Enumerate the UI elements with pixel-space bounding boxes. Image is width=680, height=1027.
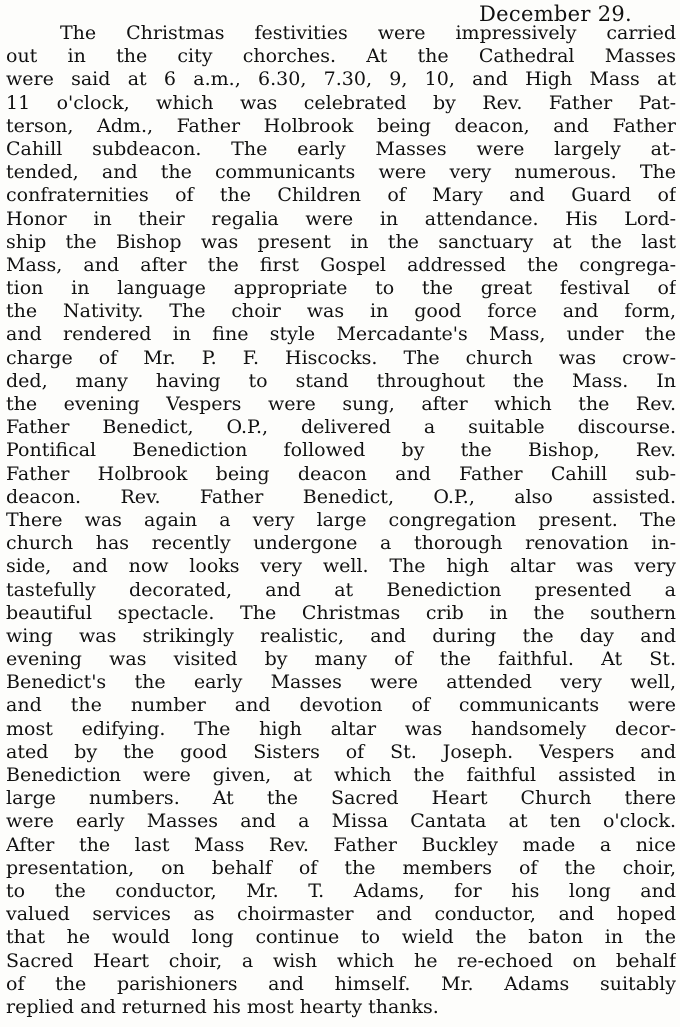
article-line: were early Masses and a Missa Cantata at ten o'clock. bbox=[6, 810, 676, 833]
article-line: large numbers. At the Sacred Heart Church there bbox=[6, 787, 676, 810]
article-line: tended, and the communicants were very numerous. The bbox=[6, 161, 676, 184]
article-line: Father Holbrook being deacon and Father Cahill sub- bbox=[6, 462, 676, 485]
article-line: the Nativity. The choir was in good force and form, bbox=[6, 300, 676, 323]
article-line: of the parishioners and himself. Mr. Adams suitably bbox=[6, 972, 676, 995]
article-line: evening was visited by many of the faithful. At St. bbox=[6, 648, 676, 671]
article-line: There was again a very large congregation present. The bbox=[6, 508, 676, 531]
article-line: church has recently undergone a thorough renovation in- bbox=[6, 532, 676, 555]
article-line: to the conductor, Mr. T. Adams, for his long and bbox=[6, 879, 676, 902]
article-line: terson, Adm., Father Holbrook being deacon, and Father bbox=[6, 114, 676, 137]
article-line: presentation, on behalf of the members of the choir, bbox=[6, 856, 676, 879]
article-line: Benedict's the early Masses were attended very well, bbox=[6, 671, 676, 694]
dateline: December 29. bbox=[479, 2, 632, 26]
article-line: deacon. Rev. Father Benedict, O.P., also assisted. bbox=[6, 485, 676, 508]
article-line: and the number and devotion of communicants were bbox=[6, 694, 676, 717]
article-line: confraternities of the Children of Mary and Guard of bbox=[6, 184, 676, 207]
article-line: valued services as choirmaster and conductor, and hoped bbox=[6, 903, 676, 926]
article-line: After the last Mass Rev. Father Buckley made a nice bbox=[6, 833, 676, 856]
article-line: ship the Bishop was present in the sanctuary at the last bbox=[6, 230, 676, 253]
article-line: tastefully decorated, and at Benediction presented a bbox=[6, 578, 676, 601]
article-line: Mass, and after the first Gospel addressed the congrega- bbox=[6, 253, 676, 276]
article-line: replied and returned his most hearty thanks. bbox=[6, 995, 439, 1018]
article-line: ated by the good Sisters of St. Joseph. Vespers and bbox=[6, 740, 676, 763]
article-line: Benediction were given, at which the faithful assisted in bbox=[6, 764, 676, 786]
article-line: were said at 6 a.m., 6.30, 7.30, 9, 10, and High Mass at bbox=[6, 68, 676, 91]
article-line: wing was strikingly realistic, and during the day and bbox=[6, 624, 676, 647]
article-line: 11 o'clock, which was celebrated by Rev. Father Pat- bbox=[6, 91, 676, 114]
article-line: Honor in their regalia were in attendance. His Lord- bbox=[6, 207, 676, 230]
article-line: out in the city chorches. At the Cathedral Masses bbox=[6, 45, 676, 68]
article-line: beautiful spectacle. The Christmas crib in the southern bbox=[6, 601, 676, 624]
article-line: ded, many having to stand throughout the Mass. In bbox=[6, 369, 676, 392]
article-line: The Christmas festivities were impressively carried bbox=[60, 22, 676, 44]
article-line: most edifying. The high altar was handsomely decor- bbox=[6, 717, 676, 740]
article-line: the evening Vespers were sung, after which the Rev. bbox=[6, 393, 676, 415]
article-line: tion in language appropriate to the great festival of bbox=[6, 277, 676, 300]
article-line: Cahill subdeacon. The early Masses were largely at- bbox=[6, 137, 676, 160]
article-line: Pontifical Benediction followed by the Bishop, Rev. bbox=[6, 439, 676, 462]
article-body bbox=[6, 22, 676, 1019]
article-line: and rendered in fine style Mercadante's Mass, under the bbox=[6, 323, 676, 346]
article-line: Father Benedict, O.P., delivered a suitable discourse. bbox=[6, 416, 676, 439]
article-line: that he would long continue to wield the baton in the bbox=[6, 926, 676, 949]
article-line: side, and now looks very well. The high altar was very bbox=[6, 555, 676, 578]
article-line: Sacred Heart choir, a wish which he re-echoed on behalf bbox=[6, 949, 676, 972]
article-line: charge of Mr. P. F. Hiscocks. The church was crow- bbox=[6, 346, 676, 369]
